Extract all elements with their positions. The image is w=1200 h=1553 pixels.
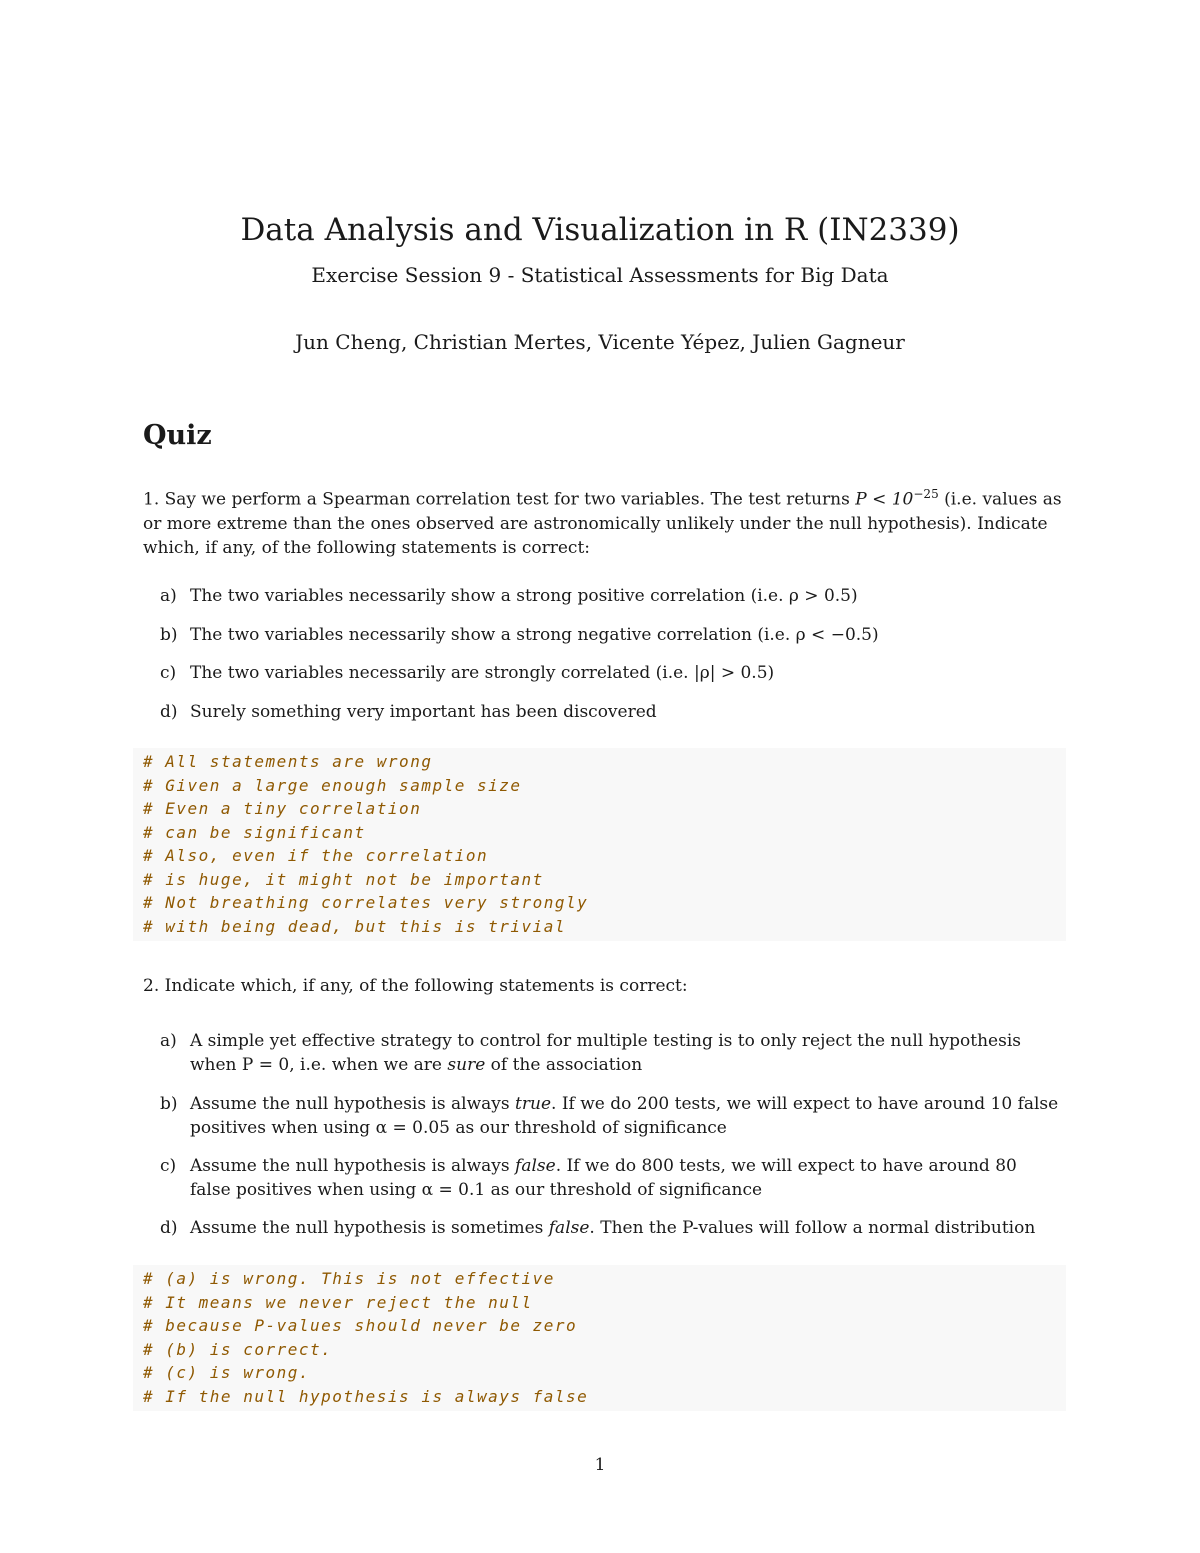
option-text-cont: . Then the P-values will follow a normal distribution bbox=[589, 1218, 1036, 1238]
option-label: c) bbox=[160, 1156, 177, 1176]
code-line: # Even a tiny correlation bbox=[143, 799, 422, 818]
option-label: c) bbox=[160, 663, 177, 683]
question-number: 1. bbox=[143, 489, 160, 510]
section-title: Quiz bbox=[143, 420, 212, 451]
q2-option-a bbox=[160, 1029, 1064, 1077]
option-text-cont: . If we do 800 tests, we will expect to have around 80 false positives when using α = 0.1 as our threshold of significance bbox=[190, 1156, 1017, 1200]
page-number: 1 bbox=[594, 1455, 606, 1475]
document-authors: Jun Cheng, Christian Mertes, Vicente Yépez, Julien Gagneur bbox=[295, 330, 905, 354]
code-line: # Not breathing correlates very strongly bbox=[143, 893, 589, 912]
code-line: # All statements are wrong bbox=[143, 752, 433, 771]
option-label: d) bbox=[160, 1218, 178, 1238]
question-number: 2. bbox=[143, 976, 160, 996]
option-text: A simple yet effective strategy to control for multiple testing is to only reject the null hypothesis when P = 0, i.e. when we are bbox=[190, 1031, 1021, 1075]
document-title: Data Analysis and Visualization in R (IN2339) bbox=[240, 212, 960, 248]
q1-code-block bbox=[133, 748, 1066, 941]
code-line: # with being dead, but this is trivial bbox=[143, 916, 567, 936]
option-label: a) bbox=[160, 586, 177, 606]
question-text: Indicate which, if any, of the following statements is correct: bbox=[164, 976, 688, 996]
option-emphasis: true bbox=[515, 1094, 552, 1114]
q1-option-a bbox=[160, 584, 1064, 608]
option-text-cont: . If we do 200 tests, we will expect to have around 10 false positives when using α = 0.05 as our threshold of significance bbox=[190, 1094, 1059, 1138]
code-line: # can be significant bbox=[143, 822, 366, 842]
option-label: b) bbox=[160, 1094, 178, 1114]
option-text: The two variables necessarily show a strong negative correlation (i.e. ρ < −0.5) bbox=[190, 625, 879, 645]
code-line: # If the null hypothesis is always false bbox=[143, 1386, 589, 1406]
question-math: P < 10 bbox=[855, 489, 914, 510]
q1-option-c bbox=[160, 661, 1064, 685]
q2-option-c bbox=[160, 1154, 1064, 1202]
q2-option-d bbox=[160, 1216, 1064, 1240]
code-line: # is huge, it might not be important bbox=[143, 869, 544, 889]
option-label: a) bbox=[160, 1031, 177, 1051]
question-text: Say we perform a Spearman correlation test for two variables. The test returns bbox=[164, 489, 856, 510]
code-line: # Also, even if the correlation bbox=[143, 846, 489, 865]
q1-option-d bbox=[160, 700, 1064, 724]
question-exponent: −25 bbox=[913, 487, 939, 501]
question-2 bbox=[143, 974, 1063, 998]
option-label: d) bbox=[160, 702, 178, 722]
option-text: Surely something very important has been discovered bbox=[190, 702, 657, 722]
code-line: # because P-values should never be zero bbox=[143, 1316, 578, 1335]
question-text-cont: (i.e. values as or more extreme than the ones observed are astronomically unlikely under the null hypothesis). Indicate which, if any, of the following statements is correct: bbox=[143, 489, 1062, 558]
q2-option-b bbox=[160, 1092, 1064, 1140]
code-line: # Given a large enough sample size bbox=[143, 775, 522, 795]
document-subtitle: Exercise Session 9 - Statistical Assessments for Big Data bbox=[311, 263, 889, 287]
code-line: # (a) is wrong. This is not effective bbox=[143, 1269, 555, 1288]
option-emphasis: false bbox=[515, 1156, 556, 1176]
option-text: The two variables necessarily are strongly correlated (i.e. |ρ| > 0.5) bbox=[190, 663, 775, 683]
code-line: # It means we never reject the null bbox=[143, 1292, 533, 1312]
option-emphasis: false bbox=[548, 1218, 590, 1238]
option-label: b) bbox=[160, 625, 178, 645]
code-line: # (b) is correct. bbox=[143, 1339, 333, 1359]
option-text: Assume the null hypothesis is sometimes bbox=[190, 1218, 549, 1238]
question-1 bbox=[143, 482, 1063, 560]
option-text: The two variables necessarily show a strong positive correlation (i.e. ρ > 0.5) bbox=[190, 586, 858, 606]
option-text: Assume the null hypothesis is always bbox=[190, 1094, 516, 1114]
option-emphasis: sure bbox=[447, 1055, 486, 1075]
option-text: Assume the null hypothesis is always bbox=[190, 1156, 516, 1176]
option-text-cont: of the association bbox=[485, 1055, 643, 1075]
code-line: # (c) is wrong. bbox=[143, 1363, 310, 1382]
q2-code-block bbox=[133, 1265, 1066, 1411]
q1-option-b bbox=[160, 623, 1064, 647]
